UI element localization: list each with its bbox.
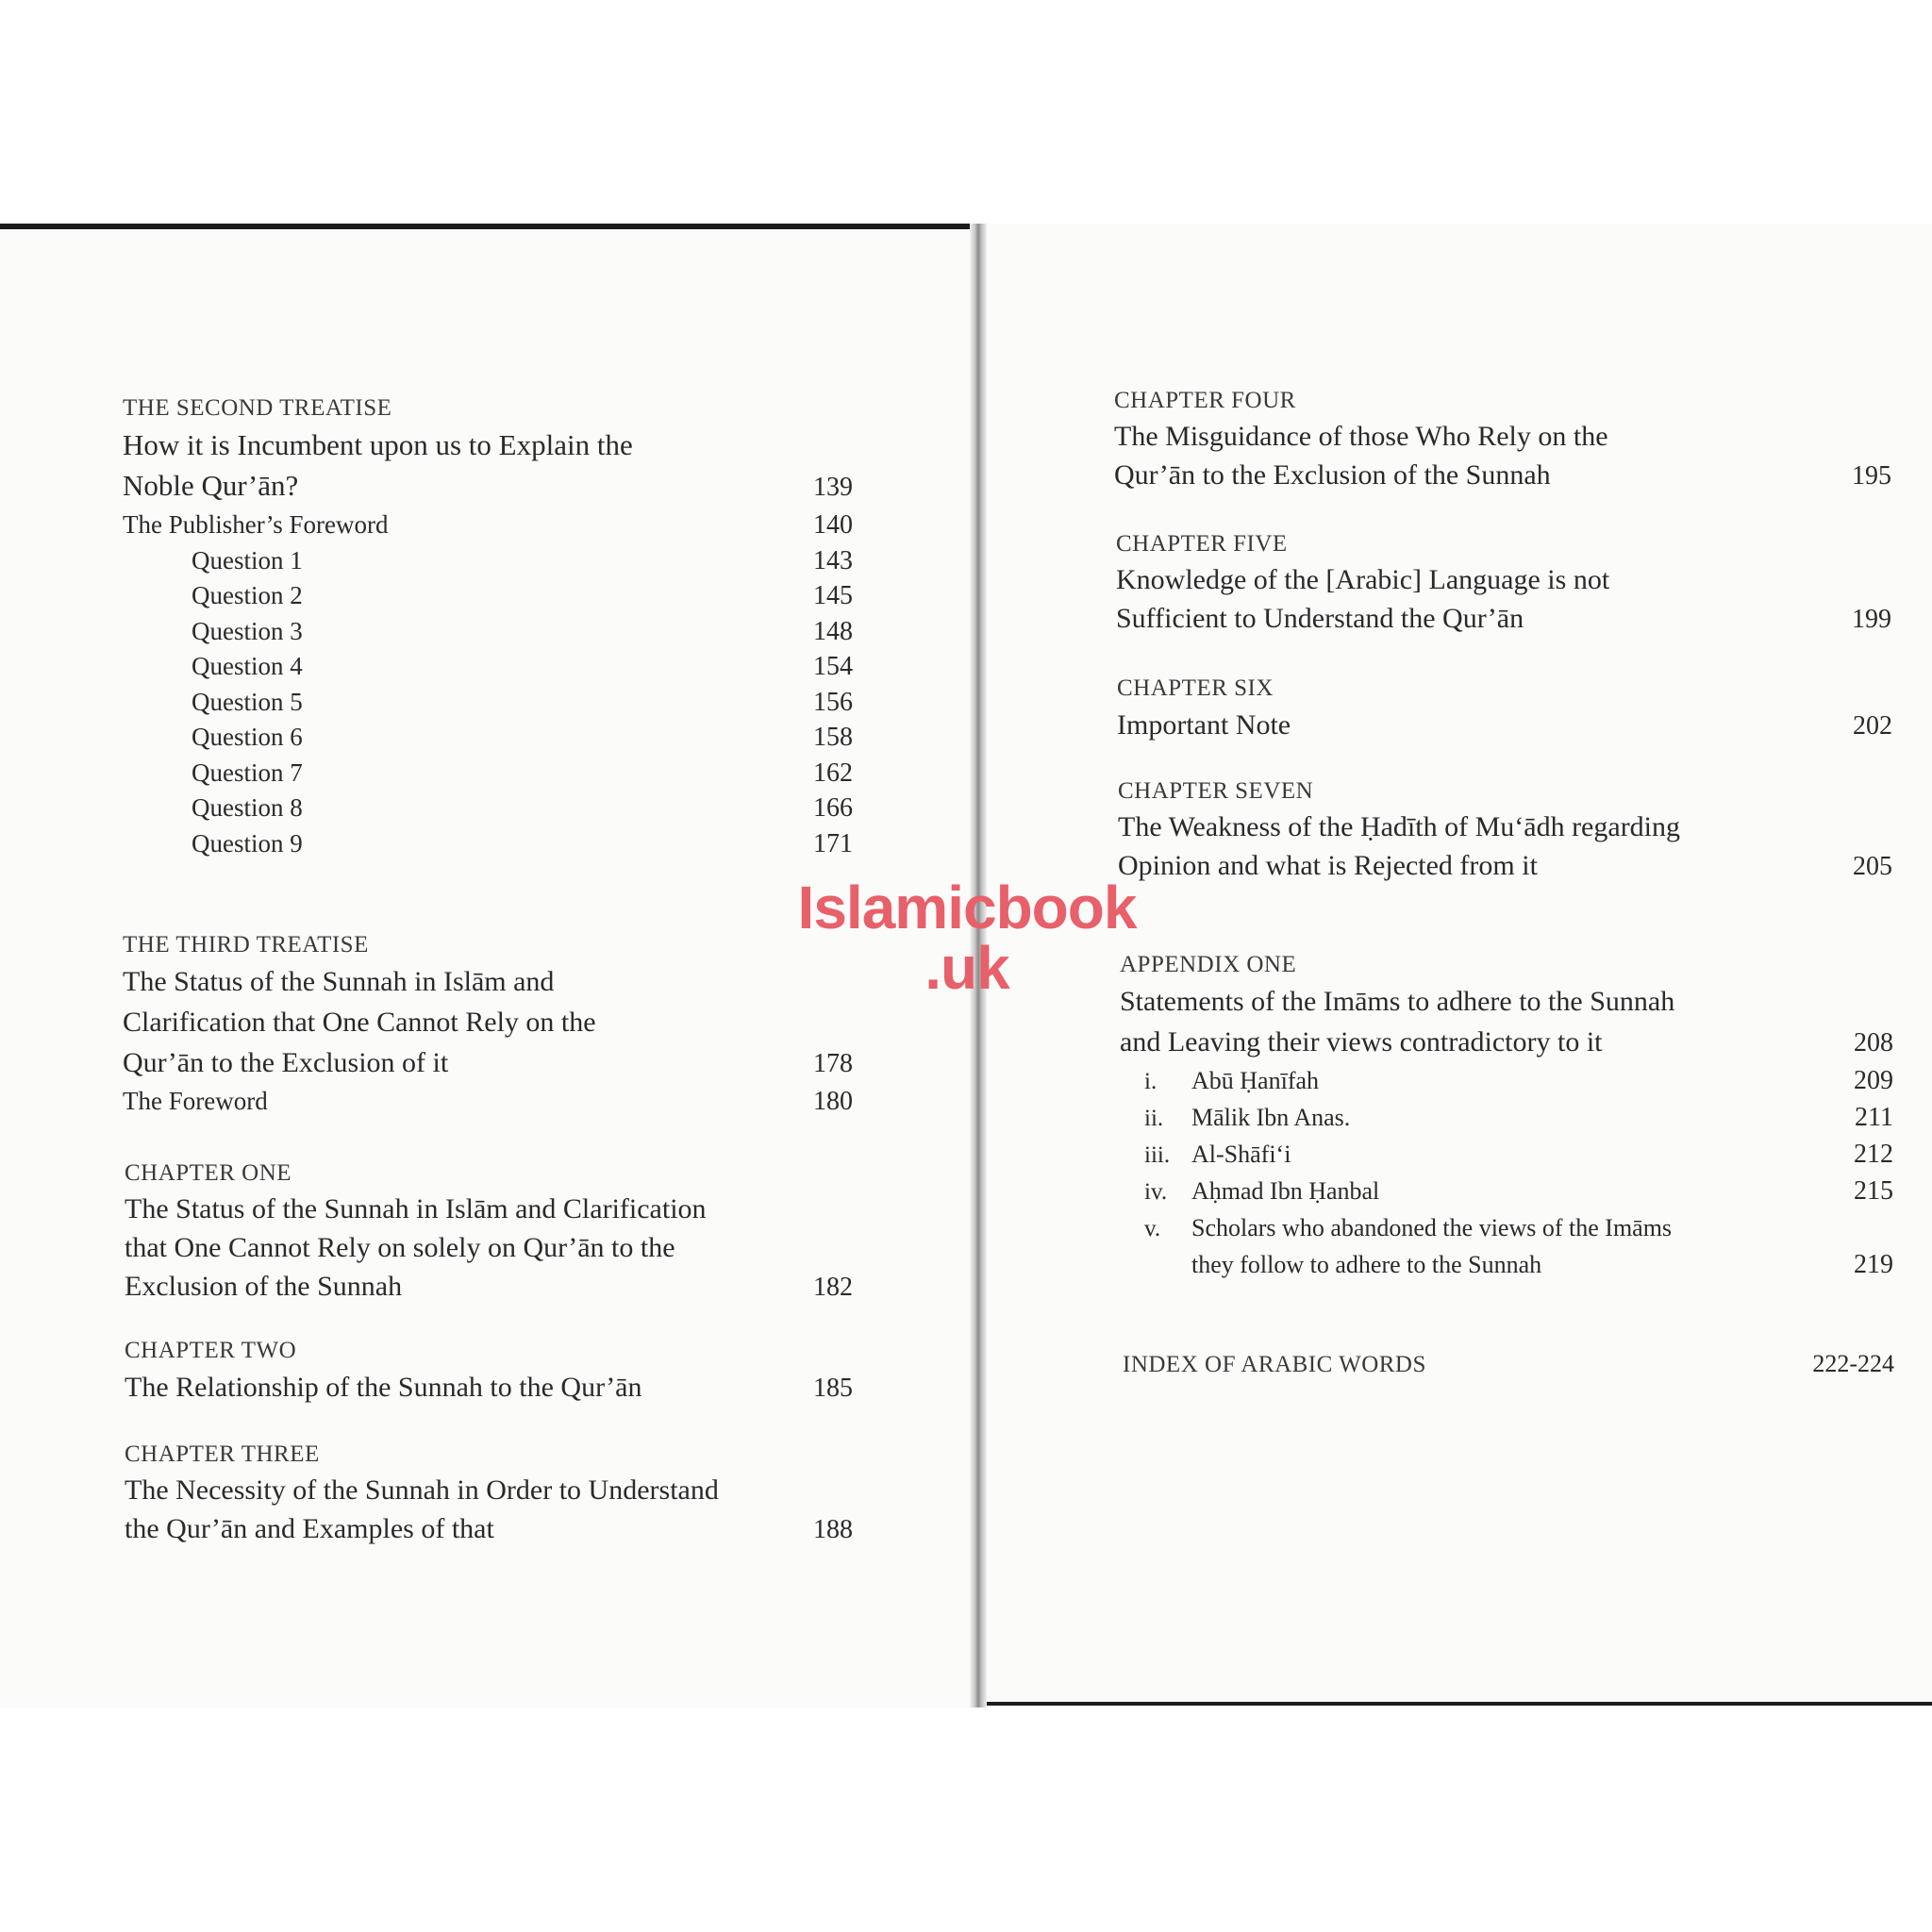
page-number: 208	[1854, 1028, 1893, 1058]
chapter-three-section	[125, 1439, 853, 1549]
page-number: 182	[813, 1273, 853, 1302]
page-number: 158	[813, 723, 853, 752]
page-number: 156	[813, 687, 853, 717]
page-number: 222-224	[1812, 1350, 1894, 1377]
section-label: THE SECOND TREATISE	[123, 395, 392, 421]
toc-title-line: Qur’ān to the Exclusion of it 178	[123, 1042, 853, 1084]
toc-title-line: the Qur’ān and Examples of that 188	[125, 1509, 853, 1549]
page-number: 202	[1853, 711, 1892, 741]
page-number: 215	[1854, 1176, 1893, 1206]
section-label: CHAPTER TWO	[125, 1338, 297, 1363]
section-label: CHAPTER ONE	[125, 1160, 292, 1186]
section-label: CHAPTER SEVEN	[1118, 778, 1314, 804]
toc-title-line: The Status of the Sunnah in Islām and	[123, 966, 555, 997]
toc-title-line: The Weakness of the Ḥadīth of Mu‘ādh regarding	[1118, 811, 1681, 842]
toc-title-line: The Relationship of the Sunnah to the Qur’ān 185	[125, 1367, 853, 1408]
page-number: 211	[1855, 1103, 1893, 1132]
toc-title-line: The Status of the Sunnah in Islām and Clarification	[125, 1193, 707, 1224]
toc-entry: Question 1 143	[123, 543, 853, 579]
toc-title-line: and Leaving their views contradictory to it 208	[1120, 1022, 1893, 1063]
chapter-six-section	[1117, 673, 1892, 746]
chapter-two-section	[125, 1335, 853, 1408]
page-number: 212	[1854, 1140, 1893, 1169]
second-treatise-section	[123, 392, 853, 861]
third-treatise-section	[123, 929, 853, 1120]
page-number: 188	[813, 1515, 853, 1544]
page-number: 143	[813, 545, 853, 575]
section-label: CHAPTER SIX	[1117, 675, 1274, 701]
toc-title-line: Noble Qur’ān? 139	[123, 465, 853, 508]
toc-title-line: Statements of the Imāms to adhere to the Sunnah	[1120, 986, 1675, 1017]
appendix-one-section	[1120, 949, 1893, 1283]
page-number: 140	[813, 510, 853, 540]
page-number: 148	[813, 616, 853, 646]
roman-numeral: iii.	[1144, 1142, 1171, 1168]
section-label: CHAPTER FOUR	[1114, 388, 1296, 413]
section-label: THE THIRD TREATISE	[123, 932, 369, 958]
page-number: 219	[1854, 1250, 1893, 1279]
toc-subentry: i. Abū Ḥanīfah 209	[1120, 1063, 1893, 1100]
toc-subentry: ii. Mālik Ibn Anas. 211	[1120, 1100, 1893, 1137]
toc-entry: Question 3 148	[123, 614, 853, 650]
chapter-five-section	[1116, 528, 1891, 639]
page-number: 205	[1853, 852, 1892, 881]
toc-title-line: The Misguidance of those Who Rely on the	[1114, 421, 1608, 452]
section-label: APPENDIX ONE	[1120, 952, 1297, 977]
toc-title-line: Knowledge of the [Arabic] Language is not	[1116, 564, 1610, 595]
toc-subentry: iii. Al-Shāfi‘i 212	[1120, 1137, 1893, 1174]
roman-numeral: ii.	[1144, 1106, 1164, 1131]
toc-entry: Question 2 145	[123, 578, 853, 614]
toc-title-line: Qur’ān to the Exclusion of the Sunnah 195	[1114, 456, 1891, 495]
page-number: 166	[813, 793, 853, 823]
page-number: 180	[813, 1087, 853, 1116]
toc-title-line: that One Cannot Rely on solely on Qur’ān to the	[125, 1232, 675, 1263]
page-number: 139	[813, 473, 853, 502]
toc-entry: Question 8 166	[123, 791, 853, 826]
toc-entry: Question 6 158	[123, 720, 853, 756]
toc-title-line: How it is Incumbent upon us to Explain the	[123, 428, 633, 461]
roman-numeral: iv.	[1144, 1179, 1168, 1205]
chapter-four-section	[1114, 385, 1891, 495]
section-label: CHAPTER THREE	[125, 1441, 320, 1467]
toc-entry	[1123, 1343, 1894, 1384]
toc-title-line: Exclusion of the Sunnah 182	[125, 1267, 853, 1307]
roman-numeral: i.	[1144, 1069, 1158, 1094]
page-number: 178	[813, 1049, 853, 1078]
roman-numeral: v.	[1144, 1216, 1161, 1241]
toc-subentry: v. Scholars who abandoned the views of the Imāms	[1120, 1210, 1893, 1247]
toc-subentry: iv. Aḥmad Ibn Ḥanbal 215	[1120, 1174, 1893, 1210]
toc-entry: Question 9 171	[123, 826, 853, 862]
toc-entry: The Publisher’s Foreword 140	[123, 508, 853, 543]
page-number: 199	[1852, 605, 1891, 634]
watermark: Islamicbook .uk	[797, 874, 1137, 1002]
toc-title-line: Sufficient to Understand the Qur’ān 199	[1116, 599, 1891, 639]
section-label: CHAPTER FIVE	[1116, 531, 1288, 557]
toc-entry: The Foreword 180	[123, 1084, 853, 1120]
toc-entry: Question 7 162	[123, 756, 853, 791]
page-number: 154	[813, 652, 853, 681]
chapter-one-section	[125, 1158, 853, 1307]
page-number: 171	[813, 828, 853, 858]
toc-title-line: The Necessity of the Sunnah in Order to Understand	[125, 1474, 719, 1506]
toc-title-line: Clarification that One Cannot Rely on the	[123, 1007, 596, 1038]
toc-title-line: Important Note 202	[1117, 705, 1892, 746]
chapter-seven-section	[1118, 775, 1892, 886]
index-section	[1123, 1343, 1894, 1384]
page-number: 209	[1854, 1066, 1893, 1095]
page-number: 195	[1852, 461, 1891, 491]
toc-subentry: they follow to adhere to the Sunnah 219	[1120, 1247, 1893, 1283]
section-label: INDEX OF ARABIC WORDS	[1123, 1352, 1426, 1377]
toc-entry: Question 4 154	[123, 649, 853, 685]
page-number: 162	[813, 758, 853, 788]
page-number: 145	[813, 581, 853, 610]
toc-entry: Question 5 156	[123, 685, 853, 721]
toc-title-line: Opinion and what is Rejected from it 205	[1118, 846, 1892, 886]
page-number: 185	[813, 1374, 853, 1403]
